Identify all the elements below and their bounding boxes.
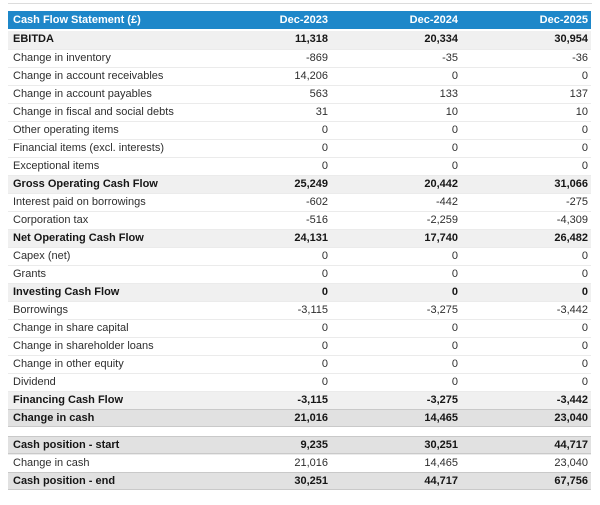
row-value: 24,131 [294, 232, 328, 244]
row-value: 14,465 [424, 457, 458, 469]
row-value: 0 [321, 376, 328, 388]
row-label: Other operating items [13, 124, 119, 136]
table-row [8, 103, 591, 121]
table-row [8, 409, 591, 427]
row-value: 20,442 [424, 178, 458, 190]
table-body [8, 31, 591, 490]
table-row [8, 211, 591, 229]
row-value: 137 [569, 88, 588, 100]
row-value: 0 [321, 250, 328, 262]
row-value: -516 [305, 214, 328, 226]
table-row [8, 229, 591, 247]
row-label: Gross Operating Cash Flow [13, 178, 158, 190]
row-label: Investing Cash Flow [13, 286, 120, 298]
row-label: Change in share capital [13, 322, 129, 334]
row-value: -3,442 [556, 394, 588, 406]
row-value: 44,717 [554, 439, 588, 451]
row-value: -442 [435, 196, 458, 208]
row-value: -275 [565, 196, 588, 208]
table-row [8, 175, 591, 193]
row-value: 0 [451, 340, 458, 352]
table-section-cash-position [8, 436, 591, 490]
row-label: Cash position - end [13, 475, 116, 487]
row-value: -3,442 [556, 304, 588, 316]
table-row [8, 85, 591, 103]
row-value: 0 [581, 340, 588, 352]
row-value: 0 [451, 160, 458, 172]
table-row [8, 139, 591, 157]
row-value: 0 [581, 322, 588, 334]
row-value: 30,251 [424, 439, 458, 451]
table-row [8, 319, 591, 337]
row-label: Change in account receivables [13, 70, 164, 82]
row-value: 25,249 [294, 178, 328, 190]
row-value: 0 [451, 124, 458, 136]
row-label: Corporation tax [13, 214, 89, 226]
row-value: 0 [581, 70, 588, 82]
table-row [8, 121, 591, 139]
table-section-cash-flow [8, 31, 591, 427]
row-label: EBITDA [13, 33, 54, 45]
row-label: Change in account payables [13, 88, 152, 100]
row-value: 9,235 [300, 439, 328, 451]
row-label: Change in cash [13, 457, 90, 469]
row-value: 0 [451, 358, 458, 370]
row-label: Dividend [13, 376, 56, 388]
row-value: 21,016 [294, 457, 328, 469]
row-label: Change in cash [13, 412, 95, 424]
table-title: Cash Flow Statement (£) [13, 14, 141, 26]
row-value: 0 [581, 376, 588, 388]
row-value: 67,756 [554, 475, 588, 487]
row-value: 0 [581, 286, 588, 298]
row-value: 0 [581, 268, 588, 280]
row-value: 0 [321, 358, 328, 370]
column-header: Dec-2025 [539, 14, 588, 26]
row-value: 30,954 [554, 33, 588, 45]
row-label: Change in other equity [13, 358, 124, 370]
row-value: 31,066 [554, 178, 588, 190]
row-value: -3,275 [426, 394, 458, 406]
table-row [8, 454, 591, 472]
row-value: 0 [451, 250, 458, 262]
row-label: Interest paid on borrowings [13, 196, 146, 208]
row-value: -2,259 [426, 214, 458, 226]
row-label: Change in inventory [13, 52, 111, 64]
row-label: Net Operating Cash Flow [13, 232, 144, 244]
row-label: Borrowings [13, 304, 69, 316]
table-header-row [8, 11, 591, 29]
row-value: 14,465 [424, 412, 458, 424]
row-value: 31 [315, 106, 328, 118]
row-value: 0 [321, 286, 328, 298]
row-label: Cash position - start [13, 439, 120, 451]
table-row [8, 373, 591, 391]
row-value: 44,717 [424, 475, 458, 487]
table-row [8, 247, 591, 265]
row-value: 20,334 [424, 33, 458, 45]
table-row [8, 301, 591, 319]
row-value: 14,206 [294, 70, 328, 82]
row-value: 0 [451, 286, 458, 298]
row-value: 0 [581, 358, 588, 370]
row-value: -35 [442, 52, 458, 64]
table-row [8, 355, 591, 373]
row-value: 0 [451, 376, 458, 388]
row-value: 0 [451, 322, 458, 334]
row-value: 0 [321, 268, 328, 280]
row-label: Capex (net) [13, 250, 71, 262]
row-value: 26,482 [554, 232, 588, 244]
table-row [8, 337, 591, 355]
row-value: 21,016 [294, 412, 328, 424]
row-value: 133 [439, 88, 458, 100]
table-row [8, 472, 591, 490]
row-label: Change in fiscal and social debts [13, 106, 174, 118]
table-row [8, 157, 591, 175]
row-value: -869 [305, 52, 328, 64]
row-value: 17,740 [424, 232, 458, 244]
row-value: 11,318 [294, 33, 328, 45]
row-value: 0 [451, 142, 458, 154]
table-row [8, 31, 591, 49]
row-label: Change in shareholder loans [13, 340, 154, 352]
table-row [8, 67, 591, 85]
row-label: Exceptional items [13, 160, 100, 172]
row-value: -3,115 [297, 304, 328, 316]
row-value: -602 [305, 196, 328, 208]
top-divider [8, 3, 592, 4]
row-value: 0 [581, 160, 588, 172]
row-value: 0 [321, 142, 328, 154]
row-value: 10 [445, 106, 458, 118]
row-value: 0 [321, 160, 328, 172]
row-value: 30,251 [294, 475, 328, 487]
row-value: -4,309 [556, 214, 588, 226]
row-value: -3,115 [297, 394, 328, 406]
column-header: Dec-2024 [409, 14, 458, 26]
row-value: 23,040 [554, 412, 588, 424]
row-value: 23,040 [554, 457, 588, 469]
row-value: 0 [321, 322, 328, 334]
table-row [8, 436, 591, 454]
row-value: 0 [321, 340, 328, 352]
column-header: Dec-2023 [279, 14, 328, 26]
row-value: 0 [321, 124, 328, 136]
row-value: 0 [451, 268, 458, 280]
cash-flow-table [8, 11, 591, 490]
table-row [8, 265, 591, 283]
table-row [8, 391, 591, 409]
row-value: 10 [575, 106, 588, 118]
row-label: Financial items (excl. interests) [13, 142, 164, 154]
row-value: 563 [309, 88, 328, 100]
table-row [8, 193, 591, 211]
row-value: 0 [581, 124, 588, 136]
row-label: Grants [13, 268, 47, 280]
row-value: 0 [581, 142, 588, 154]
row-value: -3,275 [426, 304, 458, 316]
row-label: Financing Cash Flow [13, 394, 124, 406]
table-row [8, 49, 591, 67]
row-value: 0 [581, 250, 588, 262]
row-value: -36 [572, 52, 588, 64]
table-row [8, 283, 591, 301]
row-value: 0 [451, 70, 458, 82]
